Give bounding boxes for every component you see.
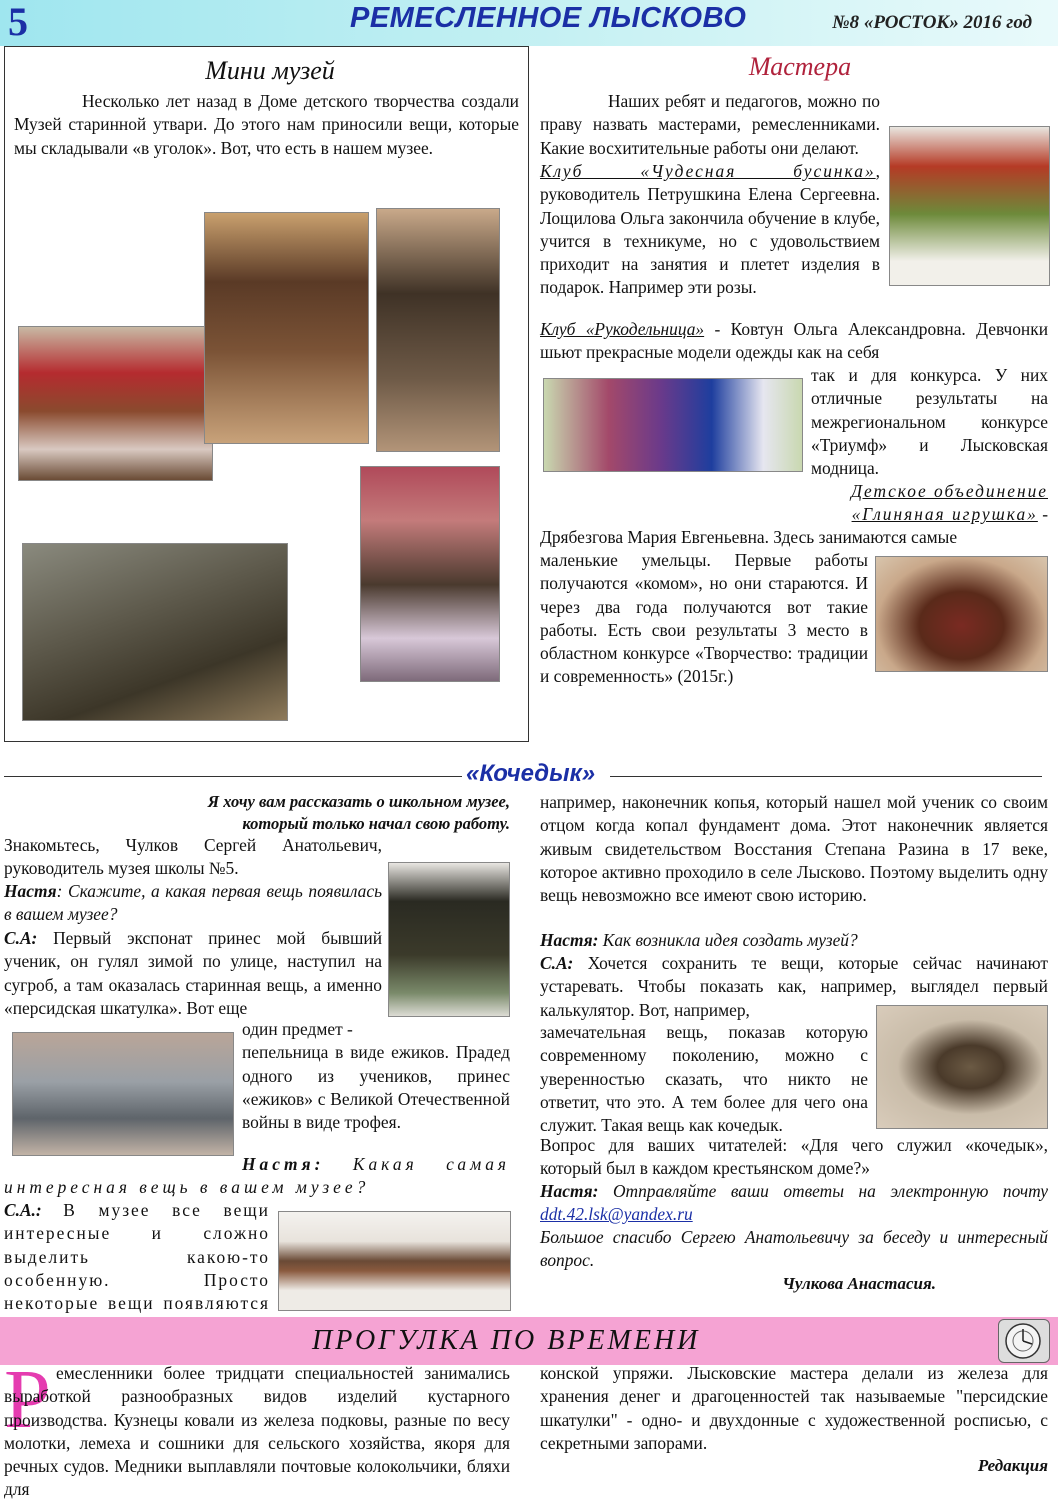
kochedyk-title: «Кочедык» — [466, 760, 596, 787]
kochedyk-q4 — [540, 1180, 1048, 1227]
a3-text: Хочется сохранить те вещи, которые сейчас начинают устаревать. Чтобы показать как, например, выглядел первый калькулятор. Вот, например, — [540, 953, 1048, 1020]
club-clay-name-b: «Глиняная игрушка» — [851, 504, 1038, 525]
kochedyk-right-text: например, наконечник копья, который нашел мой ученик со своим отцом когда копал фундамент дома. Этот наконечник является живым свидетельством Восстания Степана Разина в 17 веке, которое активно проходило в селе Лысково. Поэтому выделить одну вещь невозможно все имеют свою историю. — [540, 792, 1048, 906]
club-clay-name-block — [811, 480, 1048, 527]
walk-right-text: конской упряжи. Лысковские мастера делали из железа для хранения денег и драгоценностей так называемые "персидские шкатулки" - одно- и двухдонные с художественной росписью, с секретными запорами. — [540, 1363, 1048, 1453]
kochedyk-intro: Знакомьтесь, Чулков Сергей Анатольевич, руководитель музея школы №5. — [4, 835, 382, 879]
walk-left-text: емесленники более тридцати специальностей занимались выработкой разнообразных видов изделий кустарного производства. Кузнецы ковали из железа подковы, разные по весу молотки, лемеха и сошники для сельского хозяйства, якоря для речных судов. Медники выплавляли почтовые колокольчики, бляхи для — [4, 1363, 510, 1500]
kochedyk-q3 — [540, 929, 1048, 952]
club-clay-name-a: Детское объединение — [850, 481, 1048, 501]
photo-clay-toys — [875, 556, 1048, 672]
kochedyk-lead-line-1: Я хочу вам рассказать о школьном музее, — [207, 792, 510, 811]
q1-text: : Скажите, а какая первая вещь появилась в вашем музее? — [4, 881, 382, 925]
q1-label: Настя — [4, 881, 57, 901]
club-needlework-text: - Ковтун Ольга Александровна. Девчонки шьют прекрасные модели одежды как на себя — [540, 319, 1048, 363]
photo-hedgehog-ashtray — [12, 1032, 234, 1156]
kochedyk-a1 — [4, 927, 382, 1020]
mini-museum-heading: Мини музей — [205, 56, 335, 85]
photo-spearhead — [278, 1211, 511, 1311]
a1-text: Первый экспонат принес мой бывший ученик, он гулял зимой по улице, наступил на сугроб, а там оказалась старинная вещь, а именно «персидская шкатулка». Вот еще — [4, 928, 382, 1018]
kochedyk-q1 — [4, 880, 382, 927]
kochedyk-signature: Чулкова Анастасия. — [782, 1274, 936, 1293]
issue-label: №8 «РОСТОК» 2016 год — [832, 12, 1032, 33]
a1-cont-line: один предмет - — [242, 1019, 353, 1039]
photo-bead-roses — [889, 126, 1050, 286]
photo-kochedyk-tool — [876, 1005, 1048, 1129]
kochedyk-a1-cont — [242, 1018, 510, 1134]
photo-spinning-wheels — [376, 208, 500, 452]
club-needlework-name: Клуб «Рукодельница» — [540, 319, 705, 339]
photo-mirror-and-textiles — [360, 466, 500, 682]
section-title: РЕМЕСЛЕННОЕ ЛЫСКОВО — [350, 2, 747, 34]
club-beads-name: Клуб «Чудесная бусинка» — [540, 161, 876, 181]
walk-dropcap: Р — [4, 1353, 51, 1446]
q4-label: Настя: — [540, 1181, 599, 1201]
photo-persian-box — [388, 862, 510, 1017]
kochedyk-lead — [4, 791, 510, 835]
kochedyk-thanks: Большое спасибо Сергею Анатольевичу за беседу и интересный вопрос. — [540, 1227, 1048, 1271]
masters-intro: Наших ребят и педагогов, можно по праву назвать мастерами, ремесленниками. Какие восхитительные работы они делают. — [540, 91, 880, 158]
reader-question: Вопрос для ваших читателей: «Для чего служил «кочедык», который был в каждом крестьянском доме?» — [540, 1135, 1048, 1179]
q2-label: Настя: — [242, 1154, 325, 1174]
a1-label: С.А: — [4, 928, 38, 948]
page-header — [0, 0, 1058, 46]
a2-text: В музее все вещи интересные и сложно выделить какою-то особенную. Просто некоторые вещи появляются — [4, 1200, 270, 1314]
kochedyk-lead-line-2: который только начал свою работу. — [242, 814, 510, 833]
club-needlework-paragraph — [540, 318, 1048, 365]
club-needlework-results-text: так и для конкурса. У них отличные результаты на межрегиональном конкурсе «Триумф» и Лысковская модница. — [811, 365, 1048, 479]
divider-right — [610, 776, 1042, 777]
club-clay-dash: - — [1037, 504, 1048, 525]
divider-left — [4, 776, 462, 777]
photo-old-chest — [22, 543, 288, 721]
club-needlework-results — [811, 364, 1048, 480]
club-clay-leader: Дрябезгова Мария Евгеньевна. Здесь занимаются самые — [540, 527, 958, 547]
clock-icon — [998, 1319, 1050, 1363]
walk-band — [0, 1317, 1058, 1365]
masters-heading: Мастера — [748, 52, 852, 81]
q3-label: Настя: — [540, 930, 599, 950]
walk-signature: Редакция — [977, 1456, 1048, 1475]
q2-text: Какая самая интересная вещь в вашем музее? — [4, 1154, 510, 1198]
photo-wooden-cabinet — [204, 212, 369, 444]
kochedyk-a3-cont: замечательная вещь, показав которую современному поколению, можно с уверенностью сказать, что никто не ответит, что это. А тем более для чего она служит. Такая вещь как кочедык. — [540, 1022, 868, 1136]
photo-museum-room — [18, 326, 213, 481]
walk-title: ПРОГУЛКА ПО ВРЕМЕНИ — [312, 1325, 701, 1356]
club-beads-text: , руководитель Петрушкина Елена Сергеевна. Лощилова Ольга закончила обучение в клубе, учится в техникуме, но с удовольствием приходит на занятия и плетет изделия в подарок. Например эти розы. — [540, 161, 880, 298]
kochedyk-q2 — [4, 1153, 510, 1200]
mini-museum-text: Несколько лет назад в Доме детского творчества создали Музей старинной утвари. До этого нам приносили вещи, которые мы складывали «в уголок». Вот, что есть в нашем музее. — [14, 91, 519, 158]
a2-label: С.А.: — [4, 1200, 42, 1220]
a3-label: С.А: — [540, 953, 574, 973]
q3-text: Как возникла идея создать музей? — [598, 930, 858, 950]
club-clay-text: маленькие умельцы. Первые работы получаются «комом», но они стараются. И через два года получаются вот такие работы. Есть свои результаты 3 место в областном конкурсе «Творчество: традиции и современность» (2015г.) — [540, 550, 868, 687]
a1-cont-text: пепельница в виде ежиков. Прадед одного из учеников, принес «ежиков» с Великой Отечественной войны в виде трофея. — [242, 1042, 510, 1133]
club-beads-paragraph — [540, 160, 880, 300]
q4-text: Отправляйте ваши ответы на электронную почту — [598, 1181, 1048, 1201]
photo-girls-in-dresses — [543, 378, 803, 472]
email-link[interactable]: ddt.42.lsk@yandex.ru — [540, 1204, 693, 1225]
page-number: 5 — [8, 0, 28, 44]
